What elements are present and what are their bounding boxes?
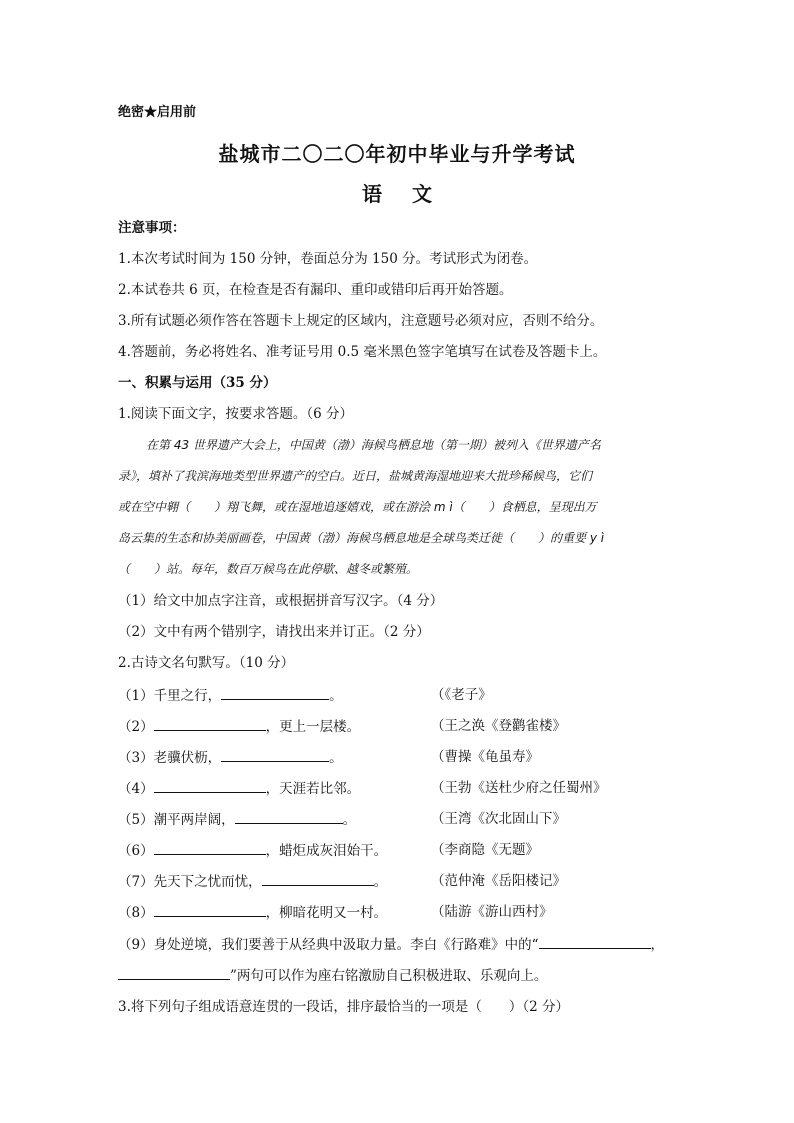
answer-blank[interactable] [262, 872, 374, 886]
answer-blank[interactable] [154, 841, 266, 855]
row-text-after: ，更上一层楼。 [265, 719, 361, 735]
notice-item: 3.所有试题必须作答在答题卡上规定的区域内，注意题号必须对应，否则不给分。 [118, 313, 604, 329]
row-source: （《老子》 [431, 687, 492, 703]
answer-blank[interactable] [539, 935, 651, 949]
sub9-text-c: ”两句可以作为座右铭激励自己积极进取、乐观向上。 [230, 968, 548, 984]
row-source: （范仲淹《岳阳楼记》 [431, 873, 566, 889]
row-text-after: 。 [373, 874, 388, 890]
question-1-stem: 1.阅读下面文字，按要求答题。（6 分） [118, 406, 354, 422]
answer-blank[interactable] [118, 966, 230, 980]
row-text-after: ，蜡炬成灰泪始干。 [265, 843, 388, 859]
answer-blank[interactable] [154, 779, 266, 793]
confidential-label: 绝密★启用前 [118, 105, 197, 120]
row-source: （王之涣《登鹳雀楼》 [431, 718, 566, 734]
row-text-after: 。 [342, 812, 357, 828]
row-text-after: ，天涯若比邻。 [265, 781, 361, 797]
row-number: （4） [118, 781, 154, 797]
row-text-after: 。 [329, 750, 343, 766]
row-text-after: ，柳暗花明又一村。 [265, 905, 388, 921]
question-1-sub-1: （1）给文中加点字注音，或根据拼音写汉字。（4 分） [118, 593, 444, 609]
passage-line: 在第 43 世界遗产大会上，中国黄（渤）海候鸟栖息地（第一期）被列入《世界遗产名 [146, 438, 601, 452]
sub9-text-b: ， [650, 937, 664, 953]
question-2-sub-9-cont [118, 966, 547, 985]
row-source: （李商隐《无题》 [431, 842, 539, 858]
question-2-stem: 2.古诗文名句默写。（10 分） [118, 655, 295, 671]
notice-item: 1.本次考试时间为 150 分钟，卷面总分为 150 分。考试形式为闭卷。 [118, 251, 538, 267]
answer-blank[interactable] [235, 810, 343, 824]
row-source: （陆游《游山西村》 [431, 904, 553, 920]
row-source: （王湾《次北固山下》 [431, 811, 566, 827]
answer-blank[interactable] [221, 686, 329, 700]
notice-item: 4.答题前，务必将姓名、准考证号用 0.5 毫米黑色签字笔填写在试卷及答题卡上。 [118, 344, 607, 360]
sub9-text-a: （9）身处逆境，我们要善于从经典中汲取力量。李白《行路难》中的“ [118, 937, 539, 953]
row-text-before: 千里之行， [153, 688, 222, 704]
passage-line: （ ）站。每年，数百万候鸟在此停歇、越冬或繁殖。 [118, 562, 419, 576]
row-number: （8） [118, 905, 154, 921]
row-text-before: 先天下之忧而忧， [153, 874, 262, 890]
row-number: （2） [118, 719, 154, 735]
subject-title: 语文 [362, 182, 462, 206]
notice-heading: 注意事项： [118, 220, 186, 236]
notice-item: 2.本试卷共 6 页，在检查是否有漏印、重印或错印后再开始答题。 [118, 282, 513, 298]
section-heading: 一、积累与运用（35 分） [118, 375, 277, 391]
row-number: （6） [118, 843, 154, 859]
passage-line: 录》，填补了我滨海地类型世界遗产的空白。近日，盐城黄海湿地迎来大批珍稀候鸟，它们 [118, 469, 593, 483]
row-text-before: 潮平两岸阔， [153, 812, 235, 828]
question-1-sub-2: （2）文中有两个错别字，请找出来并订正。（2 分） [118, 624, 430, 640]
question-2-sub-9 [118, 935, 664, 954]
passage-line: 或在空中翱（ ）翔飞舞，或在湿地追逐嬉戏，或在游浍 m ì（ ）食栖息，呈现出万 [118, 500, 597, 514]
passage-line: 岛云集的生态和协美丽画卷，中国黄（渤）海候鸟栖息地是全球鸟类迁徙（ ）的重要 y ì [118, 531, 605, 545]
row-number: （7） [118, 874, 154, 890]
answer-blank[interactable] [221, 748, 329, 762]
row-source: （王勃《送杜少府之任蜀州》 [431, 780, 607, 796]
row-number: （5） [118, 812, 154, 828]
row-text-after: 。 [329, 688, 343, 704]
row-text-before: 老骥伏枥， [153, 750, 222, 766]
answer-blank[interactable] [154, 717, 266, 731]
answer-blank[interactable] [154, 903, 266, 917]
exam-title: 盐城市二〇二〇年初中毕业与升学考试 [218, 142, 576, 166]
question-3-stem: 3.将下列句子组成语意连贯的一段话，排序最恰当的一项是（ ）（2 分） [118, 999, 570, 1015]
row-number: （1） [118, 688, 154, 704]
row-source: （曹操《龟虽寿》 [431, 749, 539, 765]
row-number: （3） [118, 750, 154, 766]
